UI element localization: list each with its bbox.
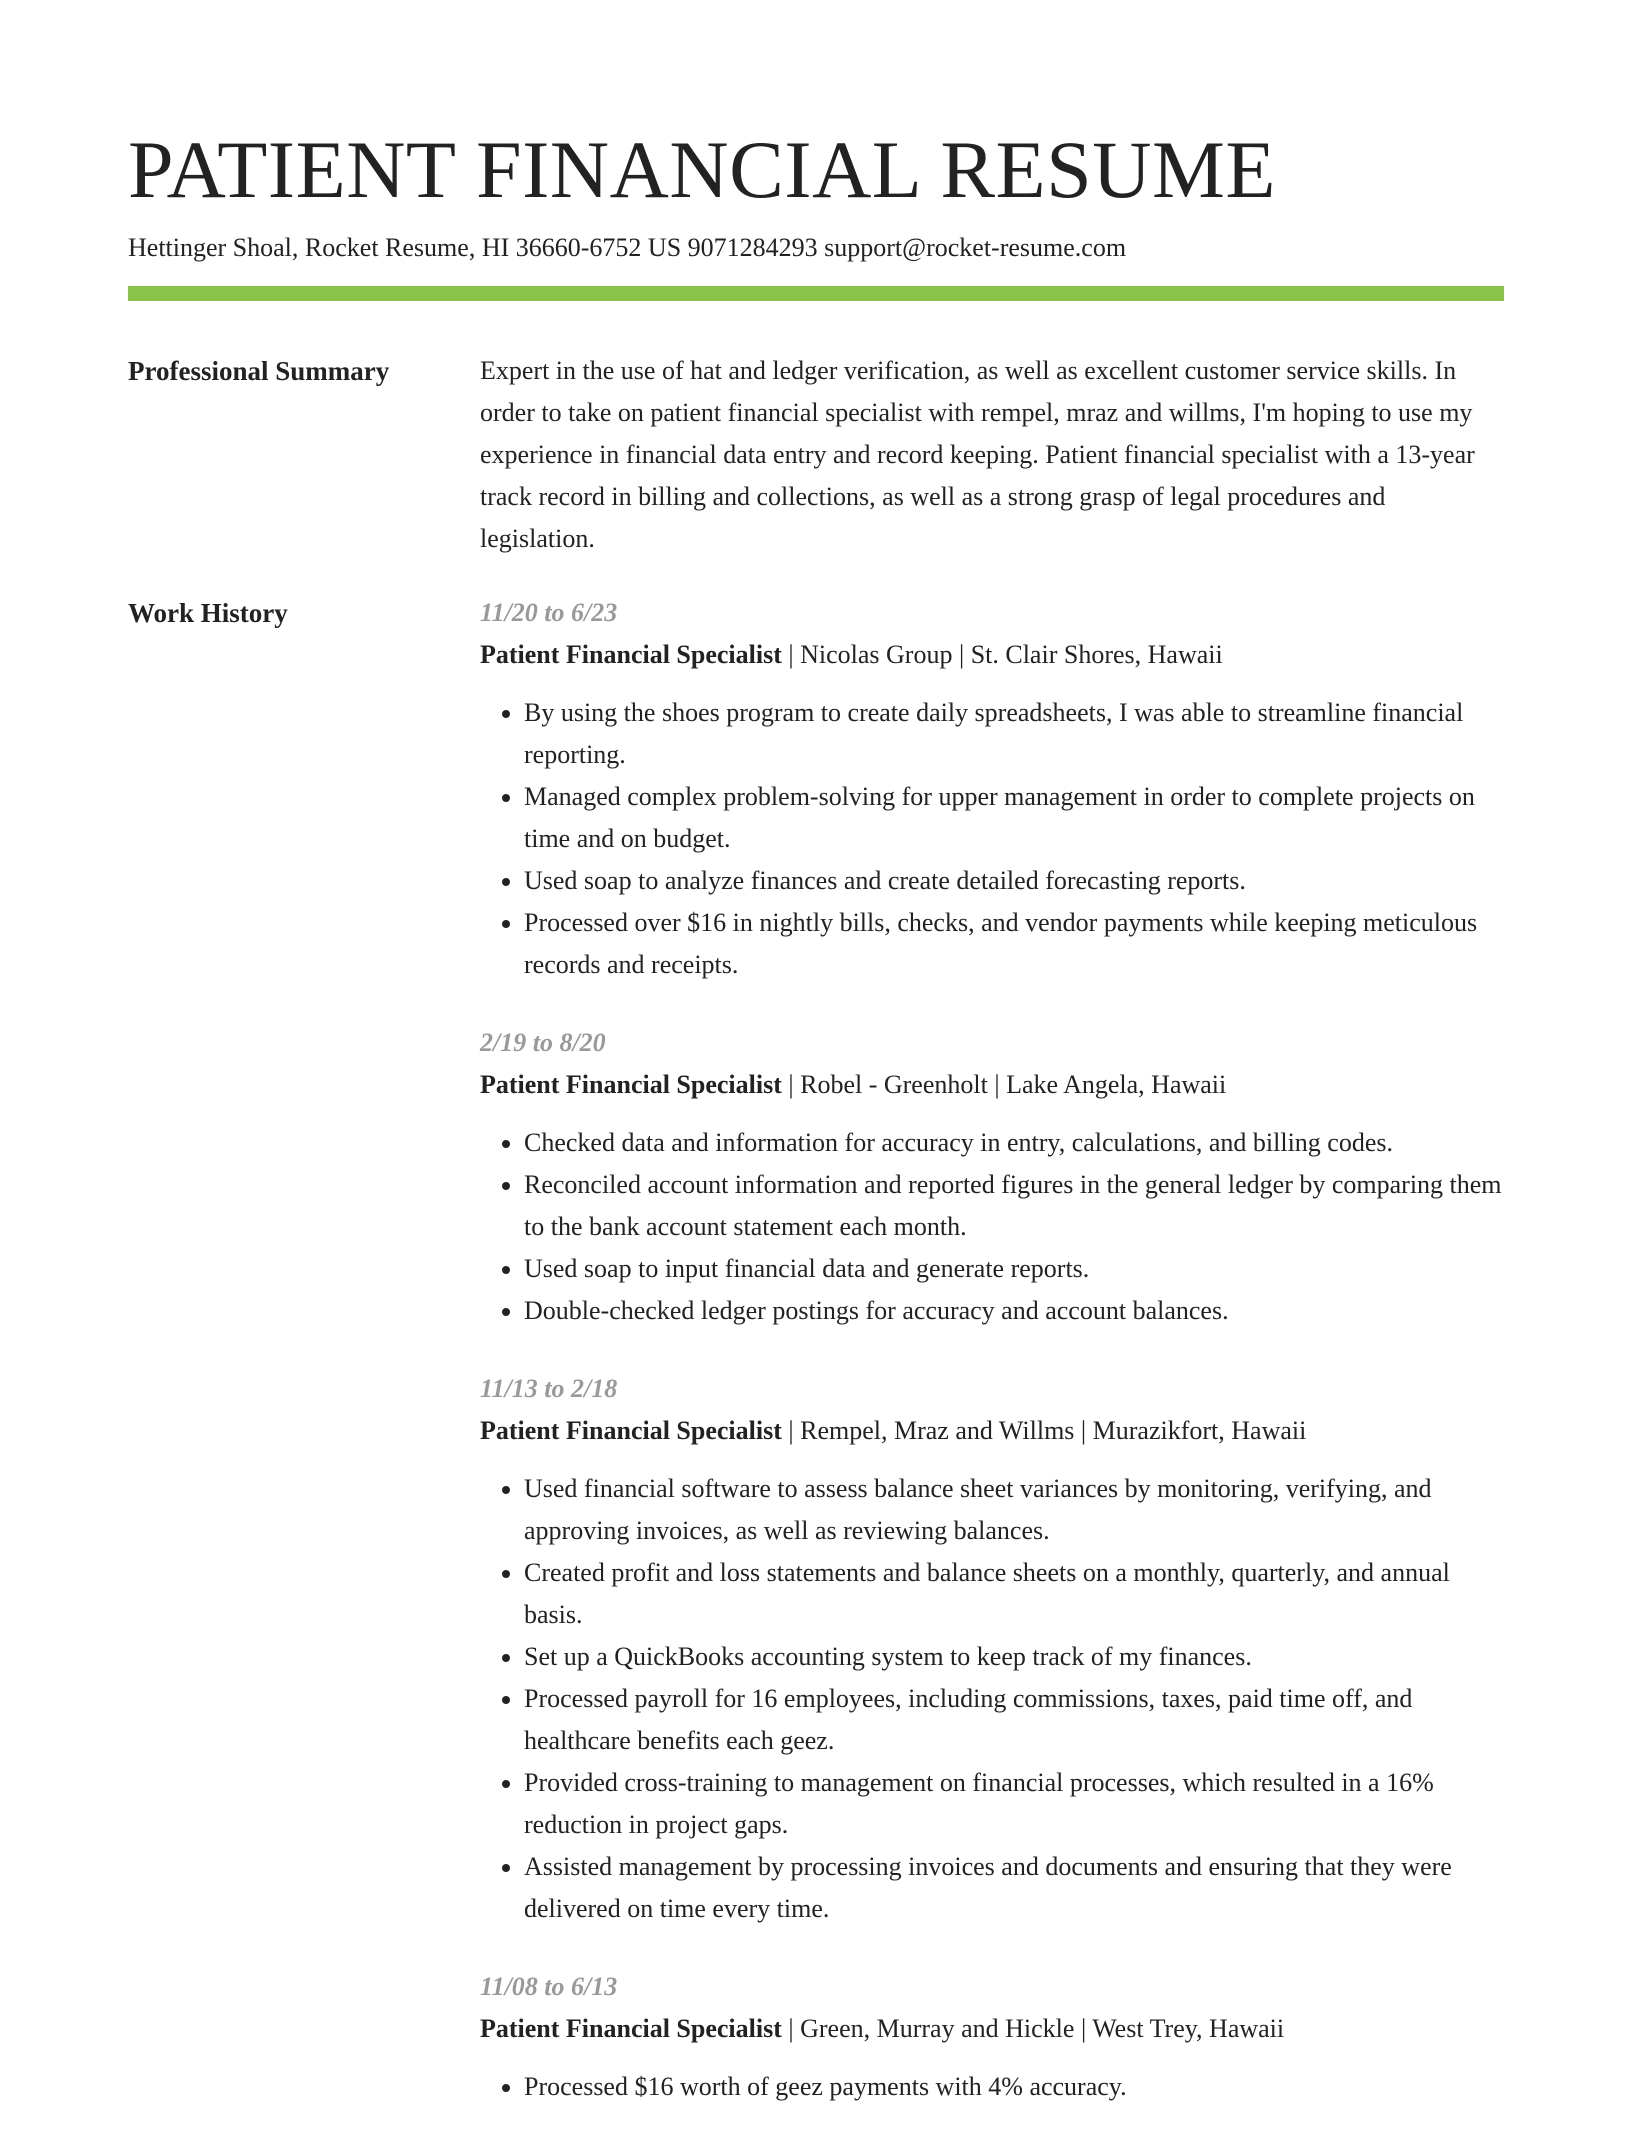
bullet-item: • Provided cross-training to management on financial processes, which resulted in a 16% reduction in project gaps. <box>524 1762 1504 1846</box>
bullet-item: • Used soap to analyze finances and create detailed forecasting reports. <box>524 860 1504 902</box>
resume-header <box>128 120 1504 266</box>
job-dates: 2/19 to 8/20 <box>480 1028 606 1057</box>
resume-title: PATIENT FINANCIAL RESUME <box>128 124 1276 215</box>
bullet-item: • Reconciled account information and reported figures in the general ledger by comparing them to the bank account statement each month. <box>524 1164 1504 1248</box>
bullet-item: • Managed complex problem-solving for upper management in order to complete projects on time and on budget. <box>524 776 1504 860</box>
bullet-item: • By using the shoes program to create daily spreadsheets, I was able to streamline financial reporting. <box>524 692 1504 776</box>
bullet-item: • Processed over $16 in nightly bills, checks, and vendor payments while keeping meticulous records and receipts. <box>524 902 1504 986</box>
summary-body <box>480 350 1504 560</box>
job-location: West Trey, Hawaii <box>1092 2014 1285 2043</box>
separator: | <box>952 640 971 669</box>
job-bullets <box>480 1468 1504 1930</box>
job-location: Lake Angela, Hawaii <box>1006 1070 1227 1099</box>
bullet-item: • Checked data and information for accuracy in entry, calculations, and billing codes. <box>524 1122 1504 1164</box>
separator: | <box>781 1416 801 1445</box>
job-dates: 11/20 to 6/23 <box>480 598 618 627</box>
job-entry <box>480 1368 1504 1930</box>
separator: | <box>781 2014 801 2043</box>
summary-text: Expert in the use of hat and ledger verification, as well as excellent customer service skills. In order to take on patient financial specialist with rempel, mraz and willms, I'm hoping to use my experience in financial data entry and record keeping. Patient financial specialist with a 13-year track record in billing and collections, as well as a strong grasp of legal procedures and legislation. <box>480 356 1475 553</box>
bullet-item: • Set up a QuickBooks accounting system to keep track of my finances. <box>524 1636 1504 1678</box>
job-title: Patient Financial Specialist <box>480 1070 782 1099</box>
job-company: Rempel, Mraz and Willms <box>800 1416 1075 1445</box>
job-location: Murazikfort, Hawaii <box>1092 1416 1307 1445</box>
bullet-item: • Assisted management by processing invoices and documents and ensuring that they were delivered on time every time. <box>524 1846 1504 1930</box>
bullet-item: • Used financial software to assess balance sheet variances by monitoring, verifying, and approving invoices, as well as reviewing balances. <box>524 1468 1504 1552</box>
bullet-item: • Double-checked ledger postings for accuracy and account balances. <box>524 1290 1504 1332</box>
job-dates: 11/08 to 6/13 <box>480 1972 618 2001</box>
job-heading <box>480 634 1504 676</box>
job-company: Green, Murray and Hickle <box>800 2014 1075 2043</box>
job-heading <box>480 1410 1504 1452</box>
bullet-item: • Used soap to input financial data and generate reports. <box>524 1248 1504 1290</box>
job-bullets <box>480 692 1504 986</box>
section-label-work-history: Work History <box>128 598 288 628</box>
job-title: Patient Financial Specialist <box>480 1416 782 1445</box>
separator: | <box>1074 2014 1093 2043</box>
section-label-summary: Professional Summary <box>128 356 390 386</box>
job-entry <box>480 592 1504 986</box>
job-heading <box>480 1064 1504 1106</box>
separator: | <box>1074 1416 1093 1445</box>
separator: | <box>781 1070 801 1099</box>
bullet-item: • Processed $16 worth of geez payments with 4% accuracy. <box>524 2066 1504 2108</box>
job-title: Patient Financial Specialist <box>480 2014 782 2043</box>
job-location: St. Clair Shores, Hawaii <box>970 640 1223 669</box>
bullet-item: • Processed payroll for 16 employees, including commissions, taxes, paid time off, and healthcare benefits each geez. <box>524 1678 1504 1762</box>
job-heading <box>480 2008 1504 2050</box>
job-dates: 11/13 to 2/18 <box>480 1374 618 1403</box>
job-bullets <box>480 1122 1504 1332</box>
work-history-body <box>480 592 1504 2144</box>
job-company: Nicolas Group <box>800 640 953 669</box>
job-company: Robel - Greenholt <box>800 1070 988 1099</box>
job-entry <box>480 1022 1504 1332</box>
separator: | <box>987 1070 1007 1099</box>
accent-divider <box>128 286 1504 301</box>
job-bullets <box>480 2066 1504 2108</box>
separator: | <box>781 640 801 669</box>
job-entry <box>480 1966 1504 2108</box>
contact-line: Hettinger Shoal, Rocket Resume, HI 36660-6752 US 9071284293 support@rocket-resume.com <box>128 233 1127 262</box>
bullet-item: • Created profit and loss statements and balance sheets on a monthly, quarterly, and annual basis. <box>524 1552 1504 1636</box>
job-title: Patient Financial Specialist <box>480 640 782 669</box>
